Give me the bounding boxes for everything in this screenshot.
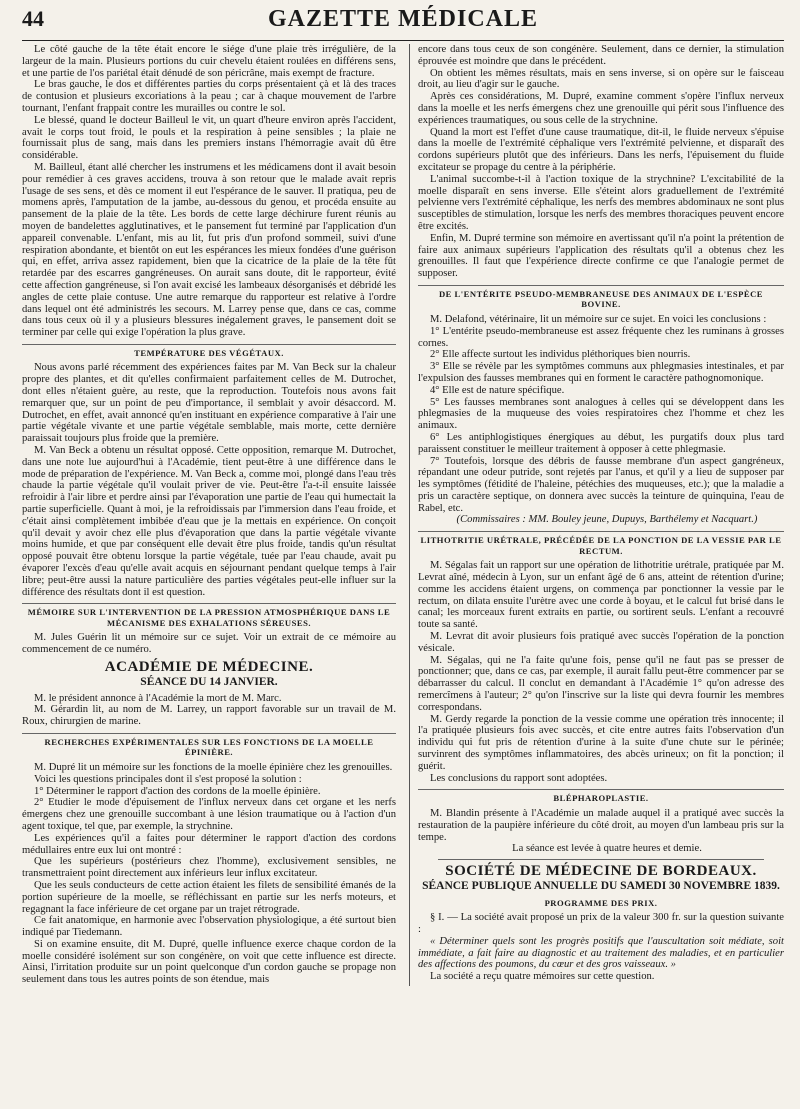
list-item: 4° Elle est de nature spécifique.	[430, 384, 565, 396]
section-heading: BLÉPHAROPLASTIE.	[418, 789, 784, 804]
paragraph: L'animal succombe-t-il à l'action toxique de la strychnine? L'excitabilité de la moelle disparaît en sens inverse. Elle s'éteint alors graduellement de l'extrémité pelvienne vers l'extrémité céphalique, les nerfs des membres abdominaux ne sont plus susceptibles de stimulation, lorsque les nerfs des membres thoraciques peuvent encore être excités.	[418, 173, 784, 232]
section-heading: MÉMOIRE SUR L'INTERVENTION DE LA PRESSION ATMOSPHÉRIQUE DANS LE MÉCANISME DES EXHALATIONS SÉREUSES.	[22, 603, 396, 628]
section-heading: PROGRAMME DES PRIX.	[544, 897, 658, 908]
paragraph: On obtient les mêmes résultats, mais en sens inverse, si on opère sur le faisceau droit, au lieu d'agir sur le gauche.	[418, 67, 784, 91]
page-title: GAZETTE MÉDICALE	[267, 6, 539, 32]
paragraph: M. Van Beck a obtenu un résultat opposé. Cette opposition, remarque M. Dutrochet, dans une note lue aujourd'hui à l'Académie, tient peut-être à une différence dans le mode de préparation de l'expérience. M. Van Beck a, comme moi, plongé dans l'eau très chaude la partie végétale qu'il voulait priver de vie. Peut-être l'a-t-il ensuite laissée refroidir à l'air libre et perdre ainsi par l'évaporation une partie de l'eau qui humectait la partie superficielle. Quant à moi, je la refroidissais par l'immersion dans l'eau froide, et c'était ainsi complètement imbibée d'eau que je la mettais en expérience. On conçoit qu'il devait y avoir chez elle plus d'évaporation que dans la partie végétale vivante moins humide, et que par conséquent elle devait être plus froide, tandis qu'un résultat opposé pouvait être obtenu lorsque la partie végétale, tuée par l'eau chaude, avait pu évaporer l'excès d'eau qu'elle avait acquis en séjournant pendant quelque temps à l'air libre; peut-être aussi la nature particulière des parties végétales peut-elle influer sur la différence des résultats dont il est question.	[22, 445, 396, 598]
section-heading: RECHERCHES EXPÉRIMENTALES SUR LES FONCTIONS DE LA MOELLE ÉPINIÈRE.	[22, 733, 396, 758]
paragraph: Le côté gauche de la tête était encore le siége d'une plaie très irrégulière, de la largeur de la main. Plusieurs portions du cuir chevelu étaient roulées en différens sens, et une partie de l'os pariétal était dénudé de son péricrâne, mais exempt de fracture.	[22, 44, 396, 79]
paragraph: Enfin, M. Dupré termine son mémoire en avertissant qu'il n'a point la prétention de faire aux animaux supérieurs l'application des résultats qu'il a obtenus chez les grenouilles. Il faut que l'expérience directe confirme ce que l'analogie permet de supposer.	[418, 232, 784, 280]
paragraph: Après ces considérations, M. Dupré, examine comment s'opère l'influx nerveux dans la moelle et les nerfs émergens chez une grenouille qui périt sous l'influence des expériences traumatiques, ou sous celle de la strychnine.	[418, 91, 784, 126]
list-item: 1° Déterminer le rapport d'action des cordons de la moelle épinière.	[34, 785, 321, 797]
list-item: 1° L'entérite pseudo-membraneuse est assez fréquente chez les ruminans à grosses cornes.	[418, 325, 784, 349]
paragraph: M. Delafond, vétérinaire, lit un mémoire sur ce sujet. En voici les conclusions :	[430, 313, 767, 325]
paragraph: M. Ségalas fait un rapport sur une opération de lithotritie urétrale, pratiquée par M. Levrat aîné, médecin à Lyon, sur un enfant âgé de 6 ans, atteint de rétention d'urine; comme les accidens étaient urgens, on commença par ponctionner la vessie par le rectum, on dilata ensuite l'urètre avec une corde à boyau, et le calcul fut brisé dans le canal; les morceaux furent extraits en partie, ou sortirent seuls. L'enfant a recouvré toute sa santé.	[418, 560, 784, 631]
list-item: 5° Les fausses membranes sont analogues à celles qui se développent dans les phlegmasies de la muqueuse des voies respiratoires chez l'homme et chez les animaux.	[418, 396, 784, 432]
paragraph: M. Ségalas, qui ne l'a faite qu'une fois, pense qu'il ne faut pas se presser de ponctionner; que, dans ce cas, par exemple, il aurait fallu peut-être commencer par se débarrasser du calcul. Il conclut en demandant à l'Académie 1° qu'on adresse des remercîmens à l'auteur; 2° qu'on l'inscrive sur la liste qui devra fournir les membres correspondans.	[418, 654, 784, 713]
paragraph: Les expériences qu'il a faites pour déterminer le rapport d'action des cordons médullaires entre eux lui ont montré :	[22, 832, 396, 856]
seance-title: SÉANCE DU 14 JANVIER.	[140, 675, 278, 688]
paragraph: Nous avons parlé récemment des expériences faites par M. Van Beck sur la chaleur propre des plantes, et dit qu'elles confirmaient parfaitement celles de M. Dutrochet, dont elles n'étaient guère, au reste, que la reproduction. Toutefois nous avons fait remarquer que, sur un point de peu d'importance, il semblait y avoir désaccord. M. Dutrochet, en effet, avait annoncé qu'en instituant en expérience comparative à l'air une partie végétale vivante et une partie végétale semblable, mais morte, cette dernière paraissait toujours plus froide que la première.	[22, 362, 396, 445]
divider	[438, 859, 764, 860]
list-item: 3° Elle se révèle par les symptômes communs aux phlegmasies intestinales, et par l'expulsion des fausses membranes qui en forment le caractère pathognomonique.	[418, 361, 784, 384]
academie-title: ACADÉMIE DE MÉDECINE.	[104, 658, 314, 675]
paragraph: Voici les questions principales dont il s'est proposé la solution :	[34, 773, 302, 785]
list-item: 6° Les antiphlogistiques énergiques au début, les purgatifs doux plus tard paraissent constituer le meilleur traitement à opposer à cette phlegmasie.	[418, 431, 784, 455]
commissaires: (Commissaires : MM. Bouley jeune, Dupuys, Barthélemy et Nacquart.)	[456, 514, 758, 526]
prize-question: « Déterminer quels sont les progrès positifs que l'auscultation soit médiate, soit immédiate, a fait faire au diagnostic et au traitement des maladies, et en particulier des affections des poumons, du cœur et des gros vaisseaux. »	[418, 935, 784, 971]
paragraph: M. Gérardin lit, au nom de M. Larrey, un rapport favorable sur un travail de M. Roux, chirurgien de marine.	[22, 704, 396, 728]
section-heading: LITHOTRITIE URÉTRALE, PRÉCÉDÉE DE LA PONCTION DE LA VESSIE PAR LE RECTUM.	[418, 531, 784, 556]
societe-title: SOCIÉTÉ DE MÉDECINE DE BORDEAUX.	[445, 863, 757, 880]
paragraph: encore dans tous ceux de son congénère. Seulement, dans ce dernier, la stimulation éprouvée est moindre que dans le précédent.	[418, 44, 784, 67]
page-number: 44	[22, 6, 44, 31]
paragraph: § I. — La société avait proposé un prix de la valeur 300 fr. sur la question suivante :	[418, 912, 784, 935]
masthead	[22, 0, 784, 41]
paragraph: M. Bailleul, étant allé chercher les instrumens et les médicamens dont il avait besoin pour remédier à ces graves accidens, trouva à son retour que le malade avait repris l'usage de ses sens, et dès ce moment il eut l'espérance de le sauver. Il pratiqua, peu de momens après, l'amputation de la jambe, au-dessous du genou, et procéda ensuite au pansement de la plaie de la tête. Les bords de cette large déchirure furent réunis au moyen de bandelettes agglutinatives, et le pansement fut terminé par l'application d'un appareil convenable. L'enfant, mis au lit, fut pris d'un profond sommeil, suivi d'une respiration abondante, et bientôt on eut les espérances les mieux fondées d'une guérison qui, en effet, arriva assez rapidement, bien que la cicatrice de la plaie de la tête fût retardée par des escarres gangréneuses. On aurait sans doute, dit le rapporteur, évité cette affection gangréneuse, si l'on avait excisé les lambeaux désorganisés et débridé les angles de cette plaie contuse. Une autre remarque du rapporteur est relative à l'ordre dans lequel ont été administrés les secours. M. Larrey pense que, dans ce cas, comme dans tous ceux où il y a plusieurs blessures inégalement graves, le pansement doit se terminer par celle qui exige l'opération la plus grave.	[22, 161, 396, 339]
closing-line: La séance est levée à quatre heures et demie.	[512, 843, 702, 855]
societe-seance: SÉANCE PUBLIQUE ANNUELLE DU SAMEDI 30 NOVEMBRE 1839.	[422, 879, 780, 892]
paragraph: Quand la mort est l'effet d'une cause traumatique, dit-il, le fluide nerveux s'épuise dans la moelle de l'extrémité céphalique vers l'extrémité pelvienne, et disparaît des cordons supérieurs plutôt que des inférieurs. Dans les nerfs, l'épuisement du fluide excitateur se propage du centre à la périphérie.	[418, 126, 784, 173]
list-item: 2° Elle affecte surtout les individus pléthoriques bien nourris.	[430, 349, 691, 361]
paragraph: Si on examine ensuite, dit M. Dupré, quelle influence exerce chaque cordon de la moelle considéré isolément sur son congénère, on voit que cette influence est directe. Ainsi, l'irritation produite sur un point quelconque d'un cordon gauche se propage non seulement dans tous les autres points de son étendue, mais	[22, 938, 396, 986]
paragraph: M. Gerdy regarde la ponction de la vessie comme une opération très innocente; il l'a pratiquée plusieurs fois avec succès, et cite entre autres faits l'observation d'un individu qui fut pris de rétention d'urine à la suite d'une chute sur le périnée; survinrent des symptômes inflammatoires, des abcès urineux; on fit la ponction; il guérit.	[418, 713, 784, 772]
paragraph: Les conclusions du rapport sont adoptées.	[430, 772, 608, 784]
right-column	[409, 44, 784, 986]
list-item: 2° Etudier le mode d'épuisement de l'influx nerveux dans cet organe et les nerfs émergens chez une grenouille succombant à une lésion traumatique ou à l'action d'un agent toxique, tel que, par exemple, la strychnine.	[22, 797, 396, 832]
paragraph: Le blessé, quand le docteur Bailleul le vit, un quart d'heure environ après l'accident, avait le corps tout froid, le pouls et la respiration à peine sensibles ; la plaie ne fournissait plus de sang, mais dans les premiers instans l'hémorragie avait dû être considérable.	[22, 114, 396, 162]
paragraph: Que les seuls conducteurs de cette action étaient les filets de sensibilité émanés de la portion supérieure de la moelle, se réfléchissant en partie sur les nerfs moteurs, et regagnant la face inférieure de cet organe par un trajet rétrograde.	[22, 879, 396, 915]
section-heading: TEMPÉRATURE DES VÉGÉTAUX.	[22, 344, 396, 359]
paragraph: Ce fait anatomique, en harmonie avec l'observation physiologique, a été surtout bien indiqué par Tiedemann.	[22, 915, 396, 939]
paragraph: Que les supérieurs (postérieurs chez l'homme), exclusivement sensibles, ne transmettraient point directement aux inférieurs leur influx excitateur.	[22, 856, 396, 880]
paragraph: M. Dupré lit un mémoire sur les fonctions de la moelle épinière chez les grenouilles.	[34, 761, 393, 773]
list-item: 7° Toutefois, lorsque des débris de fausse membrane d'un aspect gangréneux, répandant une odeur putride, sont rejetés par l'anus, et qu'il y a lieu de supposer par les symptômes (fétidité de l'haleine, pétéchies des muqueuses, etc.); que la maladie a pris un caractère septique, on donnera avec succès la teinture de quinquina, l'eau de Rabel, etc.	[418, 455, 784, 514]
paragraph: Le bras gauche, le dos et différentes parties du corps présentaient çà et là des traces de contusion et plusieurs excoriations à la peau ; car à chaque mouvement de l'arbre tournant, l'enfant frappait contre les murailles ou contre le sol.	[22, 79, 396, 114]
paragraph: M. Blandin présente à l'Académie un malade auquel il a pratiqué avec succès la restauration de la paupière inférieure du côté droit, au moyen d'un lambeau pris sur la tempe.	[418, 807, 784, 843]
paragraph: M. Jules Guérin lit un mémoire sur ce sujet. Voir un extrait de ce mémoire au commencement de ce numéro.	[22, 632, 396, 656]
left-column	[22, 44, 396, 986]
paragraph: M. Levrat dit avoir plusieurs fois pratiqué avec succès l'opération de la ponction vésicale.	[418, 631, 784, 654]
section-heading: DE L'ENTÉRITE PSEUDO-MEMBRANEUSE DES ANIMAUX DE L'ESPÈCE BOVINE.	[418, 285, 784, 310]
paragraph: M. le président annonce à l'Académie la mort de M. Marc.	[34, 692, 282, 704]
paragraph: La société a reçu quatre mémoires sur cette question.	[430, 971, 655, 983]
columns	[22, 44, 784, 986]
